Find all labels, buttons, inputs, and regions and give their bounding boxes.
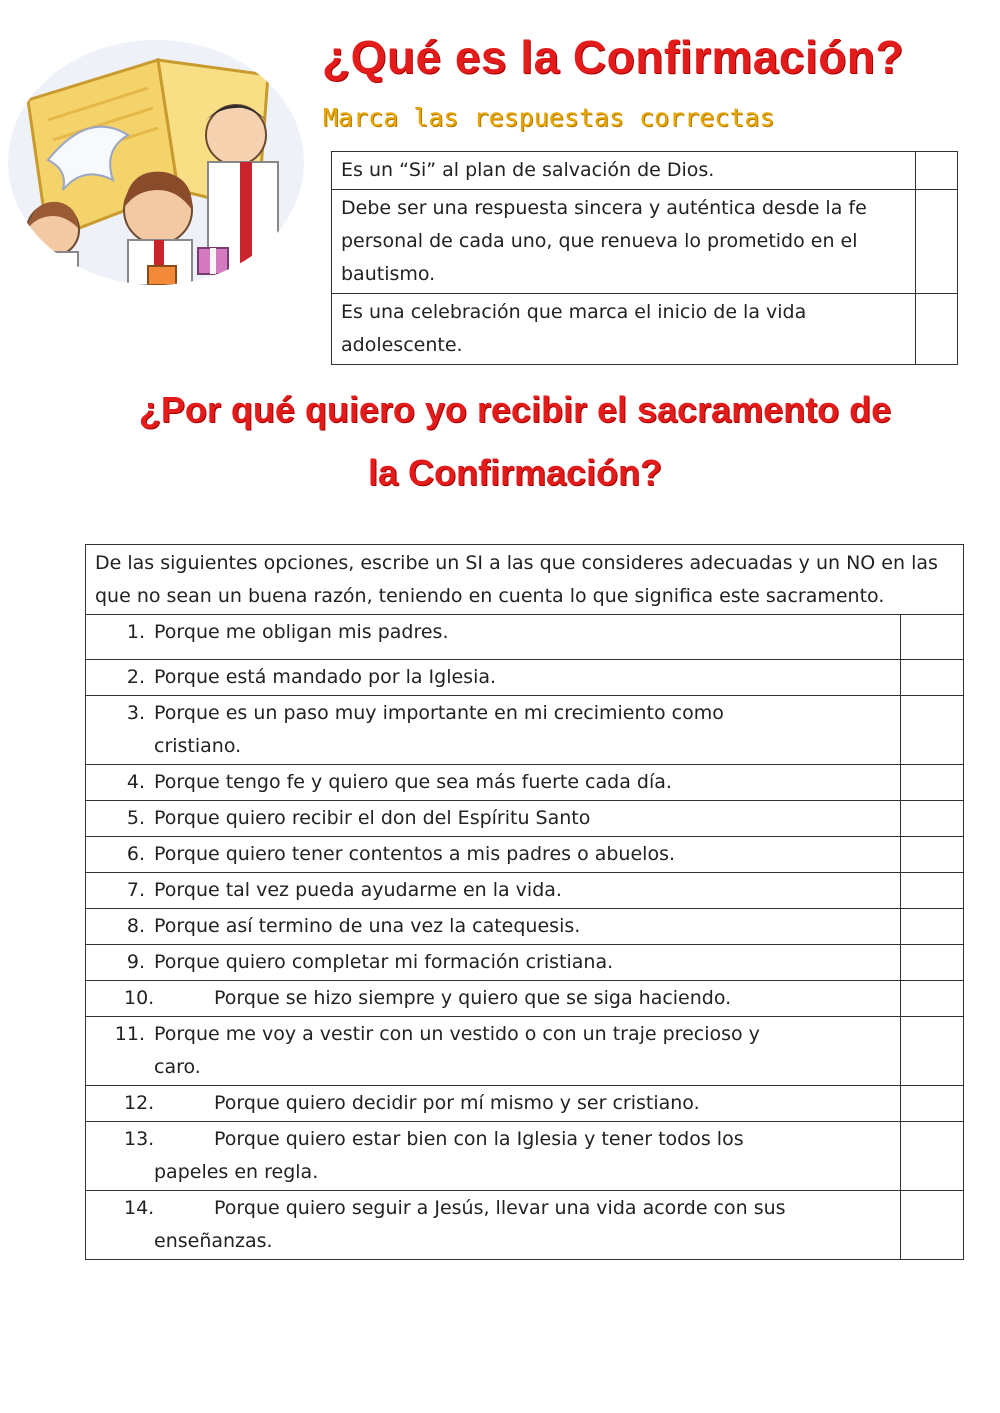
reason-item — [86, 1017, 901, 1086]
reason-answer-cell[interactable] — [901, 765, 964, 801]
reason-row — [86, 981, 964, 1017]
reason-item — [86, 981, 901, 1017]
reason-answer-cell[interactable] — [901, 981, 964, 1017]
reason-text: Porque se hizo siempre y quiero que se siga haciendo. — [214, 987, 732, 1009]
reason-answer-cell[interactable] — [901, 615, 964, 660]
instructions-text: De las siguientes opciones, escribe un SI a las que consideres adecuadas y un NO en las que no sean un buena razón, teniendo en cuenta lo que significa este sacramento. — [86, 545, 964, 615]
reason-number: 8. — [126, 915, 145, 937]
reason-text: Porque tal vez pueda ayudarme en la vida. — [154, 879, 562, 901]
statement-row — [332, 190, 958, 294]
reason-row — [86, 660, 964, 696]
reason-text: Porque quiero seguir a Jesús, llevar una vida acorde con sus — [214, 1197, 786, 1219]
section-title-line2: la Confirmación? — [367, 452, 663, 493]
reason-number: 7. — [126, 879, 145, 901]
statement-check-cell[interactable] — [915, 190, 957, 294]
reason-answer-cell[interactable] — [901, 660, 964, 696]
reason-row — [86, 1086, 964, 1122]
reason-answer-cell[interactable] — [901, 1017, 964, 1086]
reason-text: Porque quiero decidir por mí mismo y ser cristiano. — [214, 1092, 700, 1114]
reason-item — [86, 660, 901, 696]
reason-number: 14. — [124, 1197, 155, 1219]
reason-text-continuation: enseñanzas. — [154, 1230, 273, 1252]
reason-item — [86, 945, 901, 981]
reason-text-continuation: papeles en regla. — [154, 1161, 319, 1183]
reason-text: Porque está mandado por la Iglesia. — [154, 666, 497, 688]
statement-text: Es un “Si” al plan de salvación de Dios. — [332, 152, 916, 190]
reason-row — [86, 909, 964, 945]
page-title: ¿Qué es la Confirmación? — [322, 31, 904, 83]
confirmation-illustration — [8, 40, 304, 285]
reason-text-continuation: cristiano. — [154, 735, 242, 757]
reason-number: 4. — [126, 771, 145, 793]
reason-text: Porque es un paso muy importante en mi crecimiento como — [154, 702, 724, 724]
reason-item — [86, 909, 901, 945]
reason-number: 3. — [126, 702, 145, 724]
reason-item — [86, 873, 901, 909]
reason-answer-cell[interactable] — [901, 837, 964, 873]
reason-row — [86, 873, 964, 909]
statement-row — [332, 294, 958, 365]
reason-item — [86, 801, 901, 837]
reason-number: 9. — [126, 951, 145, 973]
reason-item — [86, 1122, 901, 1191]
reason-answer-cell[interactable] — [901, 1086, 964, 1122]
reason-row — [86, 801, 964, 837]
statement-check-cell[interactable] — [915, 294, 957, 365]
reason-number: 6. — [126, 843, 145, 865]
statement-row — [332, 152, 958, 190]
reason-row — [86, 837, 964, 873]
reason-answer-cell[interactable] — [901, 909, 964, 945]
reason-text-continuation: caro. — [154, 1056, 201, 1078]
reason-row — [86, 945, 964, 981]
statement-text: Es una celebración que marca el inicio de la vida adolescente. — [332, 294, 916, 365]
section-title — [60, 378, 970, 504]
reason-item — [86, 1191, 901, 1260]
reasons-table — [85, 544, 964, 1260]
confirmation-scene-icon — [8, 40, 304, 285]
statement-check-cell[interactable] — [915, 152, 957, 190]
reason-item — [86, 1086, 901, 1122]
reason-row — [86, 696, 964, 765]
reason-row — [86, 615, 964, 660]
reason-answer-cell[interactable] — [901, 1191, 964, 1260]
statement-text: Debe ser una respuesta sincera y auténtica desde la fe personal de cada uno, que renueva lo prometido en el bautismo. — [332, 190, 916, 294]
reason-answer-cell[interactable] — [901, 1122, 964, 1191]
reason-number: 12. — [124, 1092, 155, 1114]
reason-row — [86, 765, 964, 801]
instructions-row — [86, 545, 964, 615]
reason-item — [86, 765, 901, 801]
reason-item — [86, 696, 901, 765]
reason-row — [86, 1191, 964, 1260]
reason-answer-cell[interactable] — [901, 801, 964, 837]
reason-number: 1. — [126, 621, 145, 643]
reason-text: Porque me voy a vestir con un vestido o con un traje precioso y — [154, 1023, 760, 1045]
reason-answer-cell[interactable] — [901, 696, 964, 765]
section-title-line1: ¿Por qué quiero yo recibir el sacramento de — [138, 389, 892, 430]
page-subtitle: Marca las respuestas correctas — [323, 103, 775, 132]
reason-answer-cell[interactable] — [901, 945, 964, 981]
reason-number: 10. — [124, 987, 155, 1009]
reason-number: 13. — [124, 1128, 155, 1150]
reason-row — [86, 1017, 964, 1086]
reason-item — [86, 837, 901, 873]
reason-text: Porque quiero completar mi formación cristiana. — [154, 951, 614, 973]
statements-table — [331, 151, 958, 365]
reason-text: Porque quiero tener contentos a mis padres o abuelos. — [154, 843, 676, 865]
reason-number: 11. — [114, 1023, 145, 1045]
reason-row — [86, 1122, 964, 1191]
reason-text: Porque quiero estar bien con la Iglesia y tener todos los — [214, 1128, 744, 1150]
reason-text: Porque tengo fe y quiero que sea más fuerte cada día. — [154, 771, 672, 793]
reason-number: 2. — [126, 666, 145, 688]
reason-text: Porque me obligan mis padres. — [154, 621, 449, 643]
reason-text: Porque quiero recibir el don del Espíritu Santo — [154, 807, 591, 829]
reason-answer-cell[interactable] — [901, 873, 964, 909]
reason-number: 5. — [126, 807, 145, 829]
reason-item — [86, 615, 901, 660]
reason-text: Porque así termino de una vez la catequesis. — [154, 915, 581, 937]
